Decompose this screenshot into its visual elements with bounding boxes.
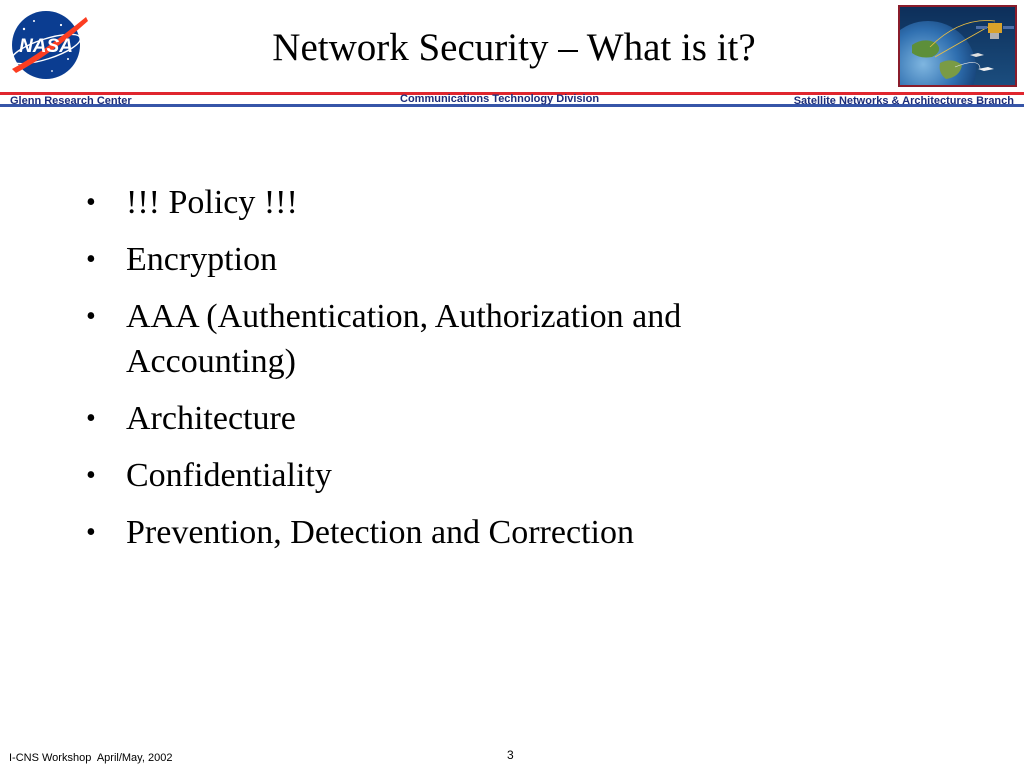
- bullet-item: [86, 453, 806, 498]
- header-right-label: Satellite Networks & Architectures Branch: [793, 95, 1014, 107]
- bullet-text: Prevention, Detection and Correction: [126, 514, 634, 551]
- bullet-text: Encryption: [126, 241, 278, 278]
- satellite-earth-image: [898, 5, 1017, 87]
- nasa-logo-text: NASA: [19, 36, 73, 57]
- header-center-label: Communications Technology Division: [400, 93, 600, 105]
- bullet-marker: •: [86, 244, 96, 275]
- footer-workshop-label: I-CNS Workshop April/May, 2002: [9, 752, 173, 764]
- header-left-label: Glenn Research Center: [10, 95, 132, 107]
- bullet-item: [86, 180, 806, 225]
- bullet-marker: •: [86, 187, 96, 218]
- bullet-item: [86, 510, 806, 555]
- bullet-item: [86, 294, 806, 384]
- bullet-text: AAA (Authentication, Authorization and Accounting): [126, 298, 682, 380]
- bullet-marker: •: [86, 517, 96, 548]
- bullet-marker: •: [86, 403, 96, 434]
- bullet-text: !!! Policy !!!: [126, 184, 298, 221]
- bullet-marker: •: [86, 460, 96, 491]
- bullet-text: Confidentiality: [126, 457, 332, 494]
- bullet-text: Architecture: [126, 400, 296, 437]
- nasa-logo: [6, 7, 90, 83]
- page-title: Network Security – What is it?: [272, 26, 756, 69]
- bullet-item: [86, 237, 806, 282]
- bullet-marker: •: [86, 301, 96, 332]
- bullet-list: [86, 180, 806, 567]
- bullet-item: [86, 396, 806, 441]
- page-number: 3: [507, 748, 514, 762]
